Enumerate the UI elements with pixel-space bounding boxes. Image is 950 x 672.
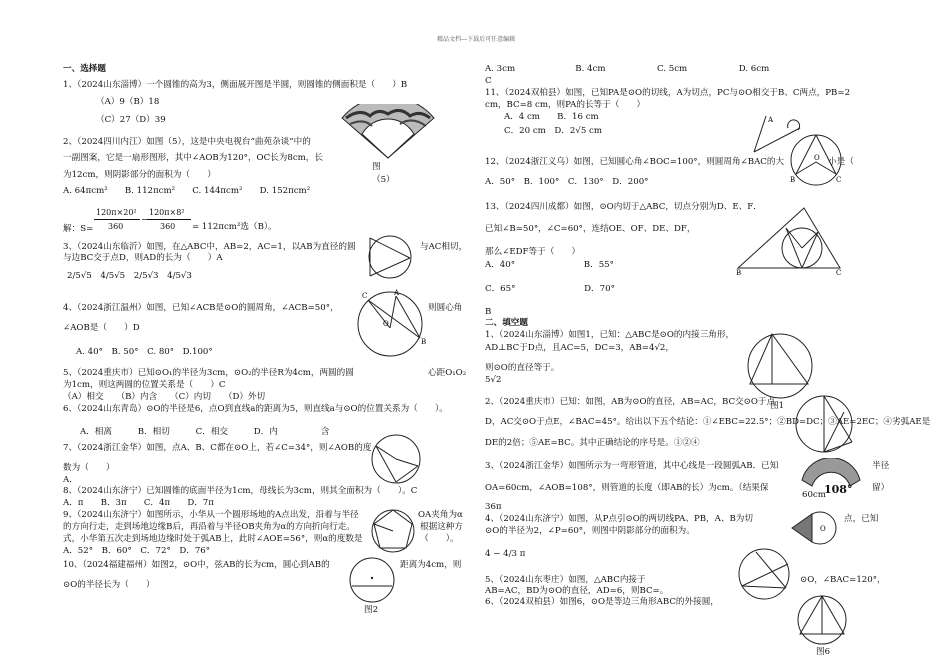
q11-line2: cm，BC=8 cm，则PA的长等于（ ） — [485, 100, 646, 110]
f6-text: 6、（2024双柏县）如图6，⊙O是等边三角形ABC的外接圆， — [485, 597, 719, 607]
q5-options: （A）相交 （B）内含 （C）内切 （D）外切 — [63, 392, 266, 402]
f2-circle-figure — [794, 392, 856, 456]
section-title-fill: 二、填空题 — [485, 318, 528, 328]
svg-text:O: O — [383, 320, 389, 328]
svg-text:B: B — [736, 269, 742, 276]
fig6-label: 图6 — [816, 647, 831, 657]
q8-options: A．π B．3π C．4π D．7π — [63, 498, 214, 508]
q12-line1: 12、（2024浙江义乌）如图，已知圆心角∠BOC=100°，则圆周角∠BAC的大 — [485, 157, 785, 167]
fig2-circle — [346, 556, 398, 604]
fig1-label: 图1 — [770, 401, 785, 411]
q2-solution-prefix: 解：S= — [63, 224, 94, 234]
q3-line1: 3、（2024山东临沂）如图，在△ABC中，AB=2，AC=1，以AB为直径的圆 — [63, 242, 356, 252]
q2-solution-frac2-num: 120π×8² — [149, 208, 185, 217]
q8-text: 8、（2024山东济宁）已知圆锥的底面半径为1cm，母线长为3cm，则其全面积为（ ）。C — [63, 486, 418, 496]
f4-line1b: 点，已知 — [844, 514, 879, 524]
q10-line1: 10、（2024福建福州）如图2，⊙O中，弦AB的长为cm，圆心到AB的 — [63, 560, 330, 570]
q13-line3: 那么∠EDF等于（ ） — [485, 247, 581, 257]
svg-text:O: O — [814, 154, 820, 162]
fig1-circle — [744, 330, 816, 400]
svg-text:C: C — [362, 292, 368, 300]
q13-answer: B — [485, 307, 492, 317]
f5-line1: 5、（2024山东枣庄）如图，△ABC内接于 — [485, 575, 646, 585]
svg-text:A: A — [394, 289, 400, 297]
q2-solution-minus: − — [141, 215, 149, 225]
f2-line3: DE的2倍；⑤AE=BC。其中正确结论的序号是。①②④ — [485, 438, 700, 448]
fig5-label-2: （5） — [372, 175, 395, 185]
q2-line3: 为12cm，则阴影部分的面积为（ ） — [63, 170, 216, 180]
frac-line — [147, 219, 191, 220]
svg-text:O: O — [820, 525, 826, 533]
f1-line1: 1、（2024山东淄博）如图1，已知：△ABC是⊙O的内接三角形， — [485, 330, 735, 340]
q11-line1: 11、（2024双柏县）如图，已知PA是⊙O的切线，A为切点，PC与⊙O相交于B、C两点，PB=2 — [485, 88, 851, 98]
f3-line1b: 半径 — [872, 461, 890, 471]
f2-line1: 2、（2024重庆市）已知：如图，AB为⊙O的直径，AB=AC，BC交⊙O于点 — [485, 397, 776, 407]
f3-line1: 3、（2024浙江金华）如图所示为一弯形管道，其中心线是一段圆弧AB．已知 — [485, 461, 779, 471]
q9-line2b: 根据这种方 — [420, 522, 463, 532]
section-title-choice: 一、选择题 — [63, 64, 106, 74]
q7-circle-figure — [366, 432, 426, 486]
f1-line2: AD⊥BC于D点，且AC=5，DC=3，AB=4√2， — [485, 343, 674, 353]
q2-options: A. 64πcm² B. 112πcm² C. 144πcm² D. 152πcm² — [63, 186, 311, 196]
q3-options: 2/5√5 4/5√5 2/5√3 4/5√3 — [67, 271, 192, 281]
f5-line1b: ⊙O，∠BAC=120°， — [800, 575, 886, 585]
q9-line1: 9、（2024山东济宁）如图所示，小华从一个圆形场地的A点出发，沿着与半径 — [63, 510, 359, 520]
f3-line2: OA=60cm，∠AOB=108°，则管道的长度（即AB的长）为cm。（结果保 — [485, 483, 769, 493]
svg-text:B: B — [790, 176, 796, 184]
q11-options-a: A．4 cm B．16 cm — [504, 112, 599, 122]
q4-line1: 4、（2024浙江温州）如图，已知∠ACB是⊙O的圆周角，∠ACB=50°， — [63, 303, 339, 313]
f5-circle-figure — [736, 546, 794, 602]
q10-line2: ⊙O的半径长为（ ） — [63, 580, 155, 590]
q9-line3b: （ ）。 — [420, 534, 459, 544]
f1-answer: 5√2 — [485, 375, 502, 385]
q6-text: 6、（2024山东青岛）⊙O的半径是6，点O到直线a的距离为5，则直线a与⊙O的位置关系为（ ）。 — [63, 404, 448, 414]
f4-tangent-figure — [790, 506, 840, 550]
q5-line2: 为1cm，则这两圆的位置关系是（ ）C — [63, 380, 226, 390]
q5-line1b: 心距O₁O₂ — [428, 368, 467, 378]
q4-circle-figure — [356, 288, 428, 360]
q7-answer: A． — [63, 475, 78, 485]
svg-text:C: C — [836, 269, 842, 276]
q6-options: A．相离 B．相切 C．相交 D．内 含 — [80, 427, 330, 437]
q9-circle-figure — [368, 506, 418, 556]
fan-figure — [340, 104, 436, 160]
q4-line1b: 则圆心角 — [428, 303, 463, 313]
q12-line1b: 小是（ — [828, 157, 854, 167]
prev-answer: C — [485, 76, 492, 86]
page-header: 精品文档---下载后可任意编辑 — [437, 36, 516, 43]
f3-answer: 36π — [485, 502, 502, 512]
q2-line2: 一副图案，它是一扇形图形，其中∠AOB为120°，OC长为8cm，长 — [63, 153, 323, 163]
f1-line3: 则⊙O的直径等于。 — [485, 363, 560, 373]
svg-text:C: C — [836, 176, 842, 184]
q11-options-b: C．20 cm D．2√5 cm — [504, 126, 602, 136]
q2-solution-frac2-den: 360 — [160, 222, 176, 231]
pipe-label-60: 60cm — [802, 490, 826, 500]
f5-line2: AB=AC，BD为⊙O的直径，AD=6，则BC=。 — [485, 586, 669, 596]
q10-line1b: 距离为4cm，则 — [400, 560, 462, 570]
fig2-label: 图2 — [364, 605, 379, 615]
svg-text:A: A — [768, 116, 774, 124]
q1-options-a: （A）9（B）18 — [96, 97, 160, 107]
q4-line2: ∠AOB是（ ）D — [63, 323, 140, 333]
f4-line1: 4、（2024山东济宁）如图，从P点引⊙O的两切线PA、PB，A、B为切 — [485, 514, 753, 524]
q9-line2: 的方向行走，走到场地边缘B后，再沿着与半径OB夹角为α的方向折向行走。 — [63, 522, 355, 532]
q13-line2: 已知∠B=50°，∠C=60°，连结OE、OF、DE、DF， — [485, 224, 696, 234]
q12-line2: A．50° B．100° C．130° D．200° — [485, 177, 649, 187]
q13-line1: 13、（2024四川成都）如图，⊙O内切于△ABC，切点分别为D、E、F． — [485, 202, 762, 212]
prev-options: A. 3cm B. 4cm C. 5cm D. 6cm — [485, 64, 770, 74]
pipe-label-108: 108° — [824, 483, 853, 496]
q1-text: 1、（2024山东淄博）一个圆锥的高为3，侧面展开图是半圆，则圆锥的侧面积是（ ）B — [63, 80, 408, 90]
f2-line2: D，AC交⊙O于点E，∠BAC=45°。给出以下五个结论：①∠EBC=22.5°；②BD=DC；③AE=2EC；④劣弧AE是 — [485, 417, 931, 427]
q7-line1: 7、（2024浙江金华）如图，点A、B、C都在⊙O上，若∠C=34°，则∠AOB的度 — [63, 443, 372, 453]
frac-line — [94, 219, 140, 220]
q13-triangle-figure — [736, 206, 844, 276]
fig5-label: 图 — [372, 162, 381, 172]
q12-circle-figure — [788, 132, 844, 188]
q1-options-b: （C）27（D）39 — [96, 115, 166, 125]
q5-line1: 5、（2024重庆市）已知⊙O₁的半径为3cm，⊙O₂的半径R为4cm，两圆的圆 — [63, 368, 354, 378]
q3-line2: 与边BC交于点D，则AD的长为（ ）A — [63, 253, 223, 263]
q13-options-b: C．65° D．70° — [485, 284, 615, 294]
fig6-circle — [792, 594, 852, 646]
q7-line2: 数为（ ） — [63, 463, 115, 473]
f4-line2: ⊙O的半径为2，∠P=60°，则图中阴影部分的面积为。 — [485, 526, 695, 536]
q9-options: A．52° B．60° C．72° D．76° — [63, 546, 211, 556]
f4-answer: 4 − 4/3 π — [485, 549, 526, 559]
q13-options-a: A．40° B．55° — [485, 260, 614, 270]
q4-options: A. 40° B. 50° C. 80° D.100° — [76, 347, 213, 357]
q9-line3: 式，小华第五次走到场地边缘时处于弧AB上，此时∠AOE=56°，则α的度数是 — [63, 534, 363, 544]
q9-line1b: OA夹角为α — [418, 510, 463, 520]
q3-line1b: 与AC相切， — [420, 242, 468, 252]
q3-circle-figure — [360, 234, 416, 280]
svg-text:B: B — [421, 338, 427, 346]
q2-solution-suffix: = 112πcm²选（B）。 — [192, 222, 277, 232]
q2-solution-frac1-num: 120π×20² — [96, 208, 137, 217]
q2-solution-frac1-den: 360 — [108, 222, 124, 231]
q2-line1: 2、（2024四川内江）如图（5），这是中央电视台“曲苑杂谈”中的 — [63, 137, 311, 147]
f3-line2b: 留） — [872, 483, 890, 493]
